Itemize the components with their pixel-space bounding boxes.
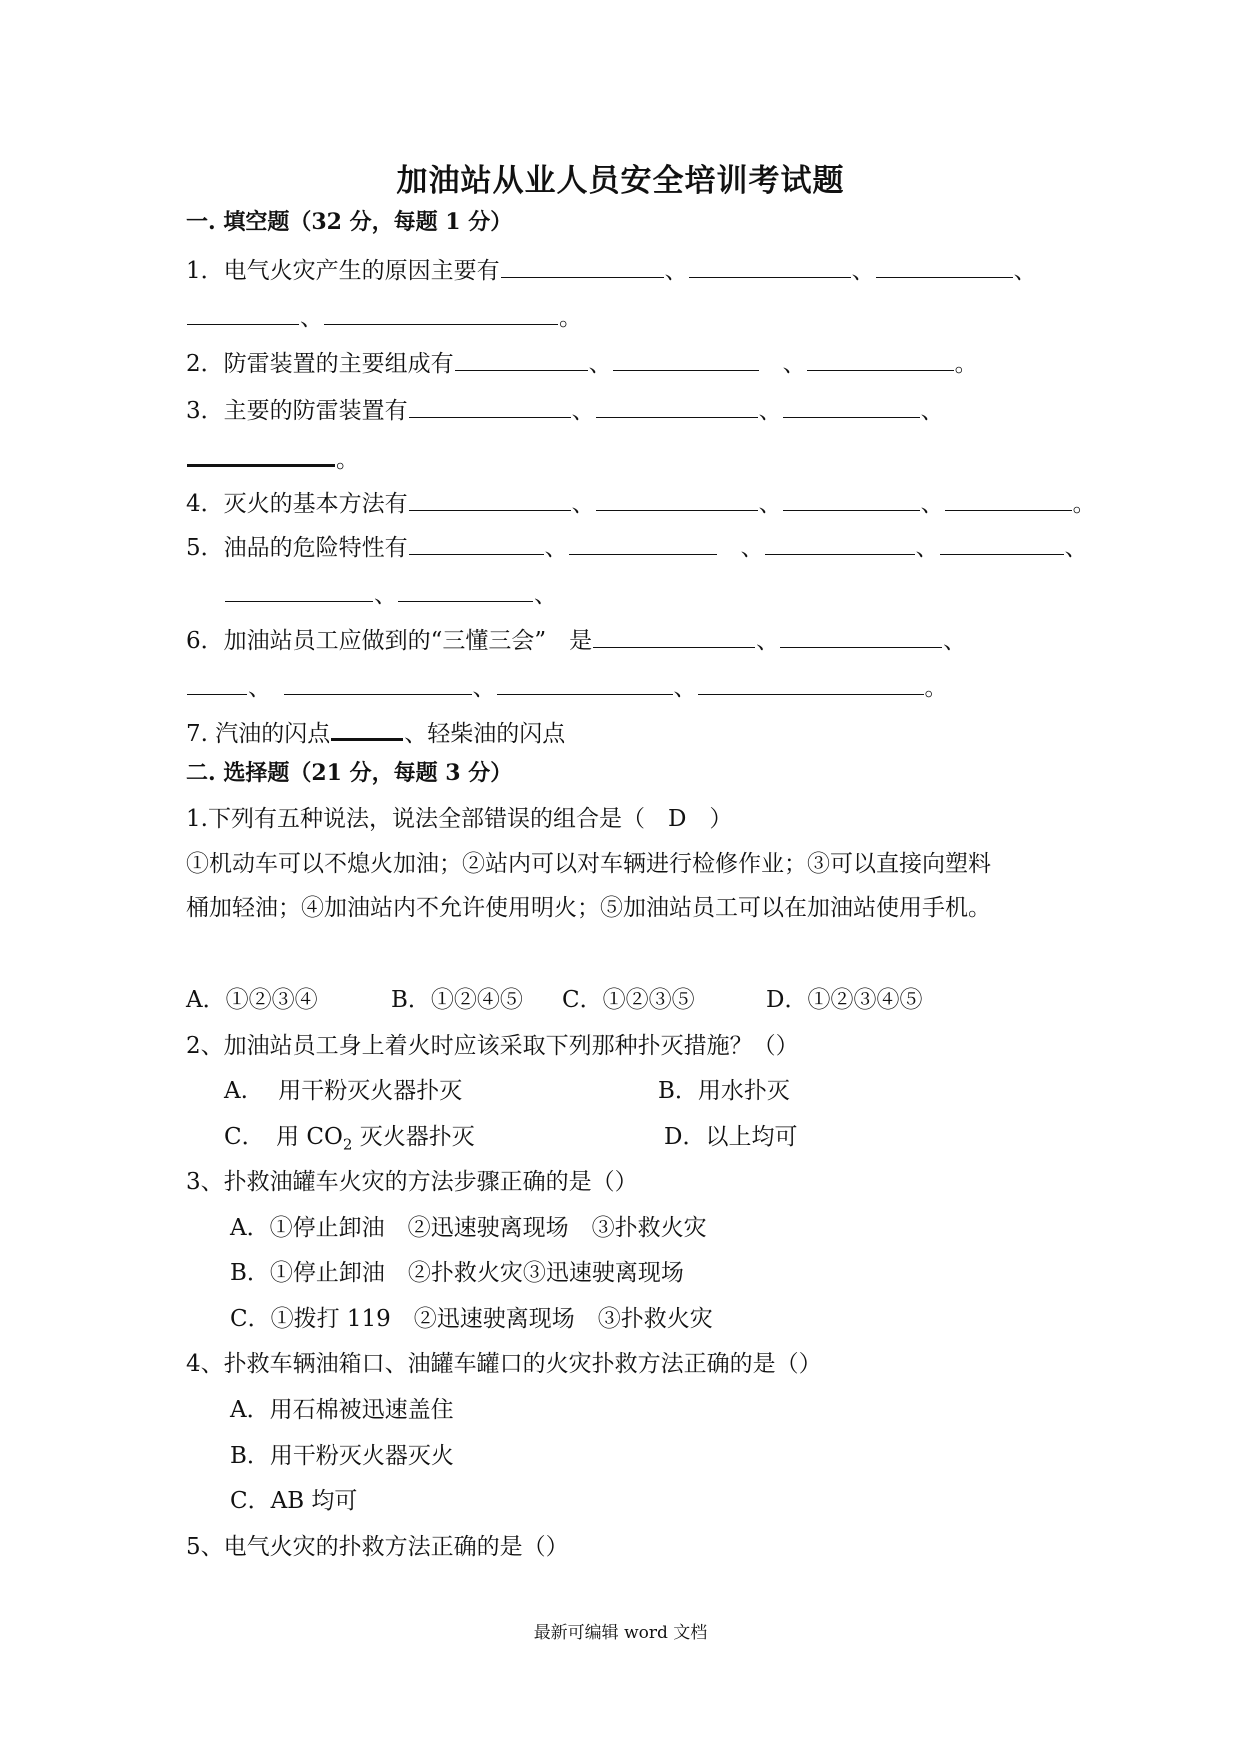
- question-3: 3．主要的防雷装置有 、 、 、: [186, 393, 944, 426]
- answer-blank: [501, 253, 664, 278]
- option-c: C．①拨打 119 ②迅速驶离现场 ③扑救火灾: [230, 1306, 713, 1332]
- answer-blank: [409, 530, 544, 555]
- section-heading-fill-blank: 一. 填空题（32 分，每题 1 分）: [186, 209, 513, 235]
- question-text: 1．电气火灾产生的原因主要有: [186, 258, 500, 284]
- question-3-continued: 。: [186, 440, 359, 475]
- option-c: C． 用 $CO_2$ 灭火器扑灭: [224, 1124, 475, 1154]
- answer-blank: [398, 577, 533, 602]
- question-2: 2．防雷装置的主要组成有 、 、 。: [186, 346, 978, 379]
- question-text: 3．主要的防雷装置有: [186, 398, 408, 424]
- option-c: C．①②③⑤: [562, 987, 695, 1013]
- mc-question-1-statement: 桶加轻油；④加油站内不允许使用明火；⑤加油站员工可以在加油站使用手机。: [186, 895, 991, 921]
- answer-blank: [765, 530, 915, 555]
- answer-blank: [497, 670, 673, 695]
- page-title: 加油站从业人员安全培训考试题: [396, 163, 845, 199]
- option-c: C．AB 均可: [230, 1488, 358, 1514]
- question-1: 1．电气火灾产生的原因主要有 、 、 、: [186, 253, 1037, 286]
- answer-blank: [945, 486, 1072, 511]
- answer-blank: [613, 346, 759, 371]
- question-1-continued: 、 。: [186, 300, 582, 333]
- question-text: 6．加油站员工应做到的“三懂三会” 是: [186, 628, 593, 654]
- question-5: 5．油品的危险特性有 、 、 、 、: [186, 530, 1088, 563]
- question-6: 6．加油站员工应做到的“三懂三会” 是 、 、: [186, 623, 966, 656]
- option-b: B．①停止卸油 ②扑救火灾③迅速驶离现场: [230, 1260, 684, 1286]
- answer-blank: [324, 300, 558, 325]
- answer-blank: [596, 393, 758, 418]
- mc-question-2: 2、加油站员工身上着火时应该采取下列那种扑灭措施？（）: [186, 1033, 799, 1059]
- option-d: D．以上均可: [664, 1124, 798, 1150]
- mc-question-3: 3、扑救油罐车火灾的方法步骤正确的是（）: [186, 1169, 638, 1195]
- option-b: B．用干粉灭火器灭火: [230, 1443, 454, 1469]
- option-a: A. 用干粉灭火器扑灭: [224, 1078, 463, 1104]
- question-6-continued: 、 、 、 。: [186, 670, 948, 703]
- option-b: B．用水扑灭: [658, 1078, 790, 1104]
- answer-blank: [876, 253, 1013, 278]
- mc-question-4: 4、扑救车辆油箱口、油罐车罐口的火灾扑救方法正确的是（）: [186, 1351, 822, 1377]
- answer-blank: [187, 670, 247, 695]
- answer-blank: [455, 346, 588, 371]
- question-5-continued: 、 、: [224, 577, 557, 610]
- mc-question-1: 1.下列有五种说法，说法全部错误的组合是（ D ）: [186, 806, 733, 832]
- option-a: A．用石棉被迅速盖住: [230, 1397, 454, 1423]
- answer-blank: [409, 393, 571, 418]
- question-4: 4．灭火的基本方法有 、 、 、 。: [186, 486, 1096, 519]
- answer-blank: [689, 253, 851, 278]
- answer-blank: [187, 440, 335, 467]
- answer-blank: [409, 486, 571, 511]
- mc-question-5: 5、电气火灾的扑救方法正确的是（）: [186, 1534, 569, 1560]
- answer-blank: [593, 623, 755, 648]
- answer-blank: [783, 393, 920, 418]
- option-b: B．①②④⑤: [391, 987, 523, 1013]
- option-a: A．①停止卸油 ②迅速驶离现场 ③扑救火灾: [230, 1215, 707, 1241]
- answer-blank: [940, 530, 1064, 555]
- answer-blank: [187, 300, 299, 325]
- answer-blank: [783, 486, 920, 511]
- question-text: 5．油品的危险特性有: [186, 535, 408, 561]
- question-text: 2．防雷装置的主要组成有: [186, 351, 454, 377]
- answer-blank: [331, 714, 403, 741]
- page-footer: 最新可编辑 word 文档: [533, 1623, 708, 1643]
- answer-blank: [807, 346, 954, 371]
- answer-blank: [225, 577, 373, 602]
- answer-blank: [698, 670, 924, 695]
- mc-question-1-statement: ①机动车可以不熄火加油；②站内可以对车辆进行检修作业；③可以直接向塑料: [186, 851, 991, 877]
- answer-blank: [596, 486, 758, 511]
- question-text: 4．灭火的基本方法有: [186, 491, 408, 517]
- answer-blank: [569, 530, 717, 555]
- option-d: D．①②③④⑤: [766, 987, 923, 1013]
- answer-blank: [780, 623, 942, 648]
- option-a: A．①②③④: [186, 987, 318, 1013]
- section-heading-multiple-choice: 二. 选择题（21 分，每题 3 分）: [186, 760, 513, 786]
- answer-blank: [284, 670, 472, 695]
- question-7: 7. 汽油的闪点 、轻柴油的闪点: [186, 714, 565, 749]
